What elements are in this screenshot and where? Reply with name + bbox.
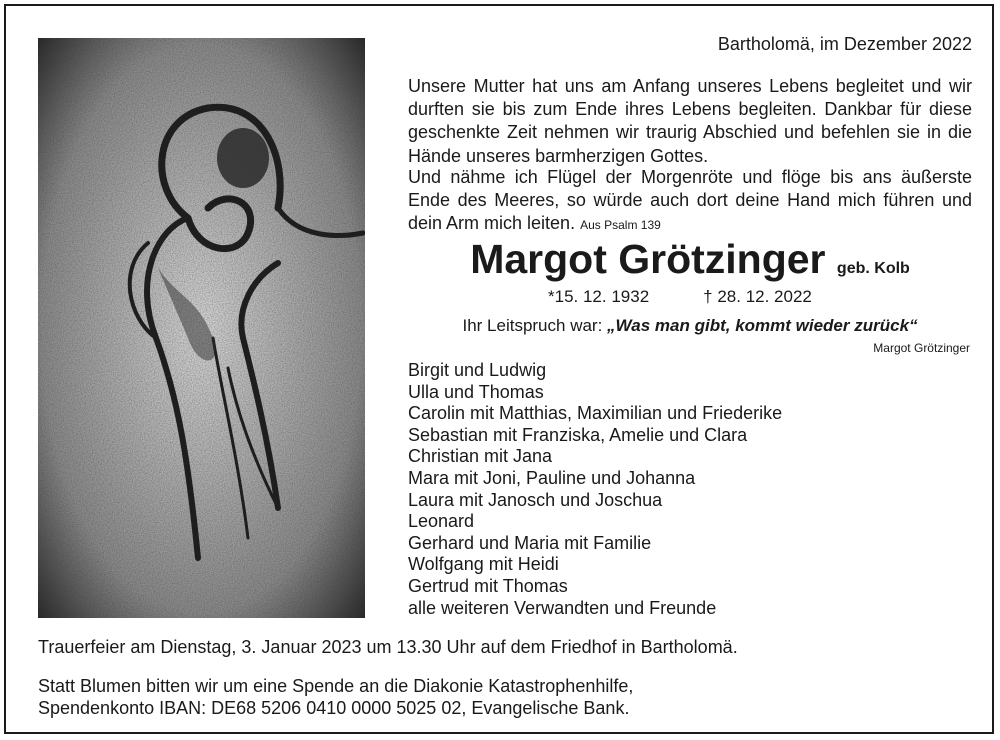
list-item: Gertrud mit Thomas (408, 575, 568, 596)
donation-account: Spendenkonto IBAN: DE68 5206 0410 0000 5025 02, Evangelische Bank. (38, 698, 630, 718)
deceased-name: Margot Grötzinger (470, 236, 826, 282)
motto-line (408, 316, 972, 336)
list-item: Sebastian mit Franziska, Amelie und Clara (408, 424, 748, 445)
farewell-text: Unsere Mutter hat uns am Anfang unseres Lebens begleitet und wir durften sie bis zum Ende ihres Lebens begleiten. Dankbar für diese geschenkte Zeit nehmen wir traurig Abschied und befehlen sie in die Hände unseres barmherzigen Gottes. (408, 76, 972, 166)
list-item: Carolin mit Matthias, Maximilian und Friederike (408, 403, 783, 424)
death-date: † 28. 12. 2022 (703, 287, 812, 306)
list-item: Leonard (408, 511, 475, 532)
list-item: Birgit und Ludwig (408, 360, 547, 380)
motto-label: Ihr Leitspruch war: (462, 316, 603, 335)
birth-name: geb. Kolb (836, 260, 910, 277)
list-item: Mara mit Joni, Pauline und Johanna (408, 467, 696, 488)
list-item: Ulla und Thomas (408, 381, 544, 402)
list-item: Gerhard und Maria mit Familie (408, 532, 652, 553)
place-date: Bartholomä, im Dezember 2022 (717, 34, 972, 54)
funeral-service-info: Trauerfeier am Dienstag, 3. Januar 2023 um 13.30 Uhr auf dem Friedhof in Bartholomä. (38, 637, 738, 657)
deceased-name-line (408, 236, 972, 283)
motto-author: Margot Grötzinger (873, 341, 970, 355)
donation-request: Statt Blumen bitten wir um eine Spende an die Diakonie Katastrophenhilfe, (38, 676, 634, 696)
list-item: Christian mit Jana (408, 446, 553, 467)
psalm-source: Aus Psalm 139 (580, 218, 661, 233)
birth-date: *15. 12. 1932 (548, 287, 650, 306)
list-item: alle weiteren Verwandten und Freunde (408, 597, 717, 618)
motto-quote: „Was man gibt, kommt wieder zurück“ (607, 316, 918, 335)
psalm-text: Und nähme ich Flügel der Morgenröte und flöge bis ans äußerste Ende des Meeres, so würde auch dort deine Hand mich führen und dein Arm mich leiten. (408, 167, 972, 234)
list-item: Wolfgang mit Heidi (408, 554, 559, 575)
mourners-list (408, 360, 782, 619)
psalm-verse (408, 166, 972, 238)
life-dates (548, 287, 812, 307)
donation-info (38, 675, 633, 719)
angel-artwork (38, 38, 365, 618)
list-item: Laura mit Janosch und Joschua (408, 489, 663, 510)
